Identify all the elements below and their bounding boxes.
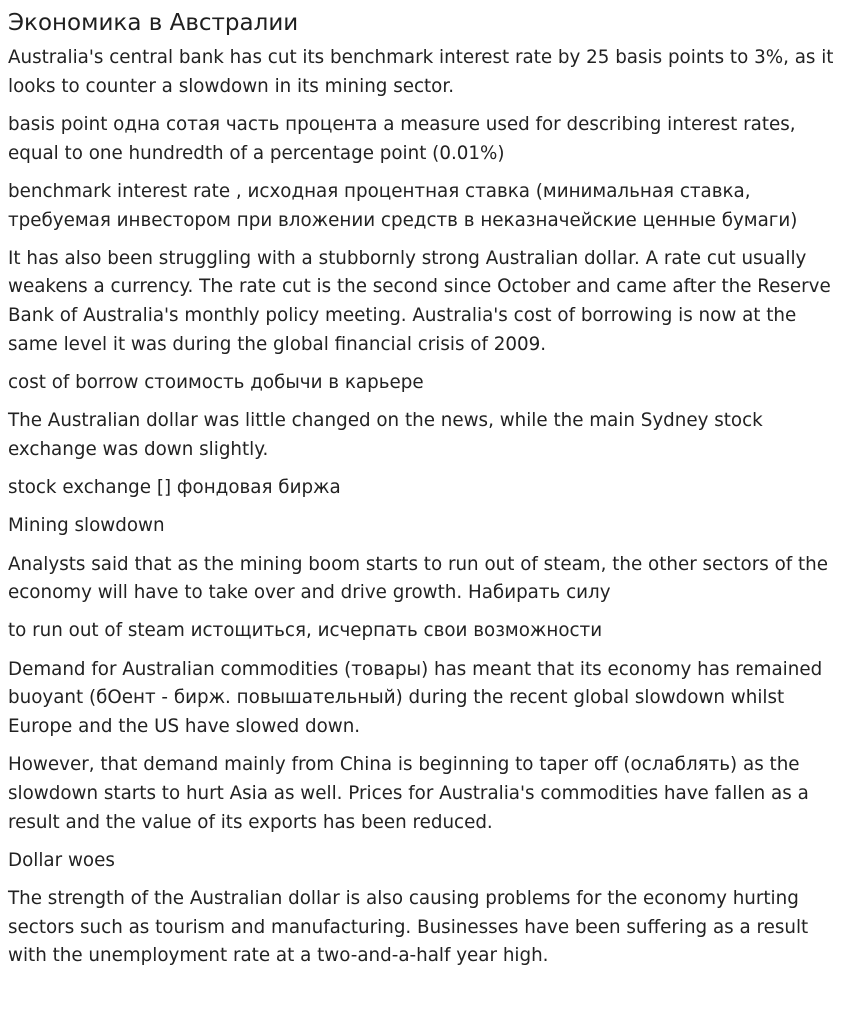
paragraph-dollar-strength: The strength of the Australian dollar is also causing problems for the economy hurting sectors such as tourism and manufacturing. Businesses have been suffering as a result with the unemployment rate at a two-and-a-half year high. — [8, 888, 809, 967]
paragraph-benchmark-rate: benchmark interest rate , исходная процентная ставка (минимальная ставка, требуемая инвестором при вложении средств в неказначейские ценные бумаги) — [8, 180, 798, 231]
paragraph-cost-of-borrow: cost of borrow стоимость добычи в карьере — [8, 372, 424, 394]
paragraph-run-out-of-steam: to run out of steam истощиться, исчерпать свои возможности — [8, 620, 603, 642]
paragraph-stock-exchange: stock exchange [] фондовая биржа — [8, 477, 341, 499]
paragraph-basis-point: basis point одна сотая часть процента a measure used for describing interest rates, equal to one hundredth of a percentage point (0.01%) — [8, 113, 796, 164]
page-title: Экономика в Австралии — [8, 10, 299, 36]
paragraph-rate-cut: Australia's central bank has cut its benchmark interest rate by 25 basis points to 3%, as it looks to counter a slowdown in its mining sector. — [8, 47, 834, 97]
section-heading-mining-slowdown: Mining slowdown — [8, 515, 165, 537]
paragraph-strong-dollar: It has also been struggling with a stubbornly strong Australian dollar. A rate cut usually weakens a currency. The rate cut is the second since October and came after the Reserve Bank of Australia's monthly policy meeting. Australia's cost of borrowing is now at the same level it was during the global financial crisis of 2009. — [8, 247, 831, 355]
section-heading-dollar-woes: Dollar woes — [8, 849, 115, 871]
paragraph-analysts: Analysts said that as the mining boom starts to run out of steam, the other sectors of the economy will have to take over and drive growth. Набирать силу — [8, 553, 828, 604]
paragraph-china-demand: However, that demand mainly from China is beginning to taper off (ослаблять) as the slowdown starts to hurt Asia as well. Prices for Australia's commodities have fallen as a result and the value of its exports has been reduced. — [8, 754, 809, 833]
paragraph-dollar-news: The Australian dollar was little changed on the news, while the main Sydney stock exchange was down slightly. — [8, 410, 763, 460]
paragraph-commodities-demand: Demand for Australian commodities (товары) has meant that its economy has remained buoyant (бОент - бирж. повышательный) during the recent global slowdown whilst Europe and the US have slowed down. — [8, 658, 823, 738]
